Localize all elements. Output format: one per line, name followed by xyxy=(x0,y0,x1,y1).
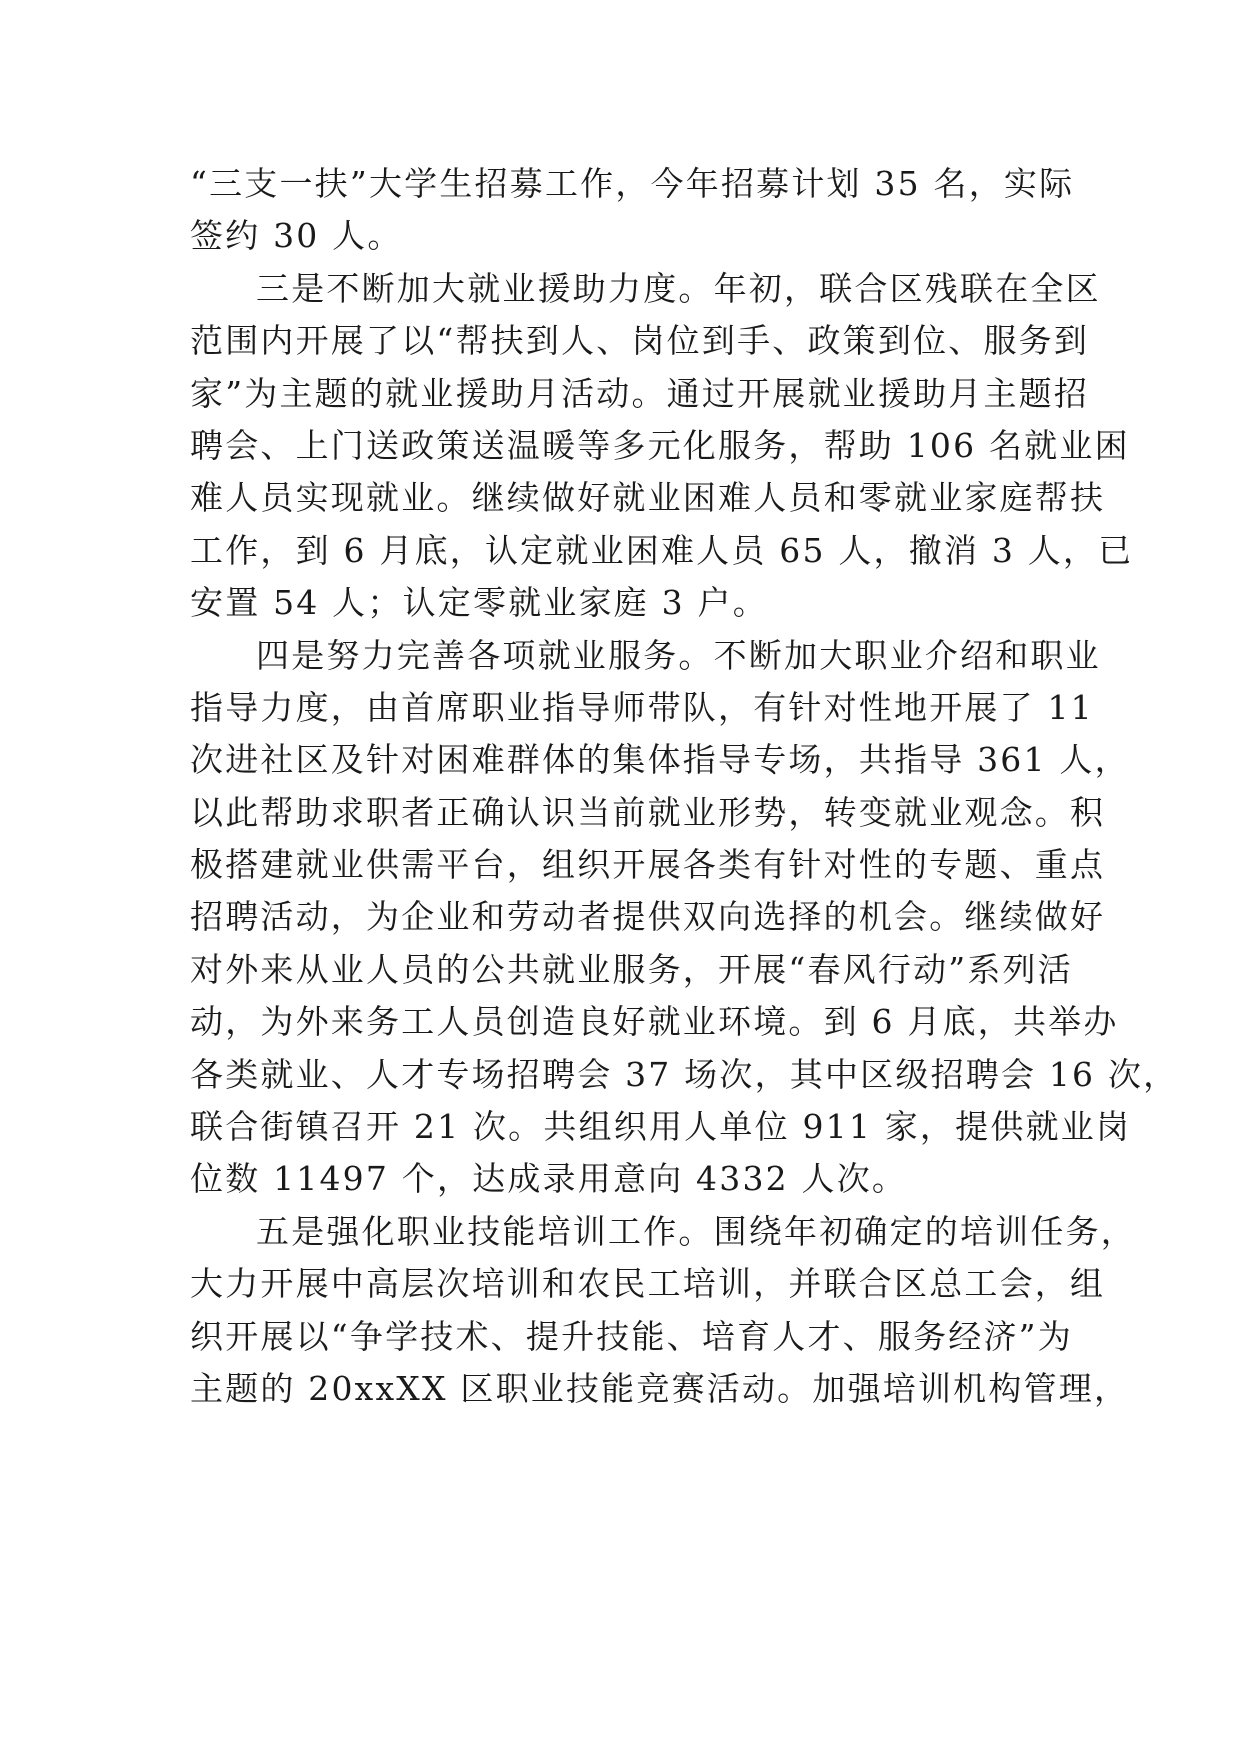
text-line: 联合街镇召开 21 次。共组织用人单位 911 家，提供就业岗 xyxy=(190,1107,1132,1147)
text-line: 范围内开展了以“帮扶到人、岗位到手、政策到位、服务到 xyxy=(190,321,1090,361)
text-line: 大力开展中高层次培训和农民工培训，并联合区总工会，组 xyxy=(190,1264,1106,1304)
text-line: 极搭建就业供需平台，组织开展各类有针对性的专题、重点 xyxy=(190,845,1106,885)
text-line: 主题的 20xxXX 区职业技能竞赛活动。加强培训机构管理， xyxy=(190,1368,1130,1408)
text-line: 家”为主题的就业援助月活动。通过开展就业援助月主题招 xyxy=(190,373,1090,413)
text-line: 以此帮助求职者正确认识当前就业形势，转变就业观念。积 xyxy=(190,792,1106,832)
text-line: 三是不断加大就业援助力度。年初，联合区残联在全区 xyxy=(256,268,1101,308)
text-line: 安置 54 人；认定零就业家庭 3 户。 xyxy=(190,583,768,623)
text-line: 动，为外来务工人员创造良好就业环境。到 6 月底，共举办 xyxy=(190,1002,1119,1042)
text-line: “三支一扶”大学生招募工作，今年招募计划 35 名，实际 xyxy=(190,164,1075,203)
text-line: 各类就业、人才专场招聘会 37 场次，其中区级招聘会 16 次， xyxy=(190,1054,1179,1094)
text-line: 指导力度，由首席职业指导师带队，有针对性地开展了 11 xyxy=(190,687,1094,727)
document-body xyxy=(190,158,1179,1415)
text-line: 签约 30 人。 xyxy=(190,216,403,256)
text-line: 聘会、上门送政策送温暖等多元化服务，帮助 106 名就业困 xyxy=(190,425,1130,465)
paragraph-continuation xyxy=(190,158,1075,263)
text-line: 难人员实现就业。继续做好就业困难人员和零就业家庭帮扶 xyxy=(190,478,1106,518)
paragraph-employment-assistance xyxy=(190,263,1134,630)
text-line: 织开展以“争学技术、提升技能、培育人才、服务经济”为 xyxy=(190,1316,1073,1356)
text-line: 对外来从业人员的公共就业服务，开展“春风行动”系列活 xyxy=(190,949,1073,989)
text-line: 五是强化职业技能培训工作。围绕年初确定的培训任务， xyxy=(256,1211,1136,1251)
text-line: 工作，到 6 月底，认定就业困难人员 65 人，撤消 3 人，已 xyxy=(190,530,1134,570)
text-line: 四是努力完善各项就业服务。不断加大职业介绍和职业 xyxy=(256,635,1101,675)
text-line: 招聘活动，为企业和劳动者提供双向选择的机会。继续做好 xyxy=(190,897,1106,937)
text-line: 次进社区及针对困难群体的集体指导专场，共指导 361 人， xyxy=(190,740,1130,780)
paragraph-skills-training xyxy=(190,1206,1136,1416)
text-line: 位数 11497 个，达成录用意向 4332 人次。 xyxy=(190,1159,908,1199)
paragraph-employment-services xyxy=(190,630,1179,1206)
